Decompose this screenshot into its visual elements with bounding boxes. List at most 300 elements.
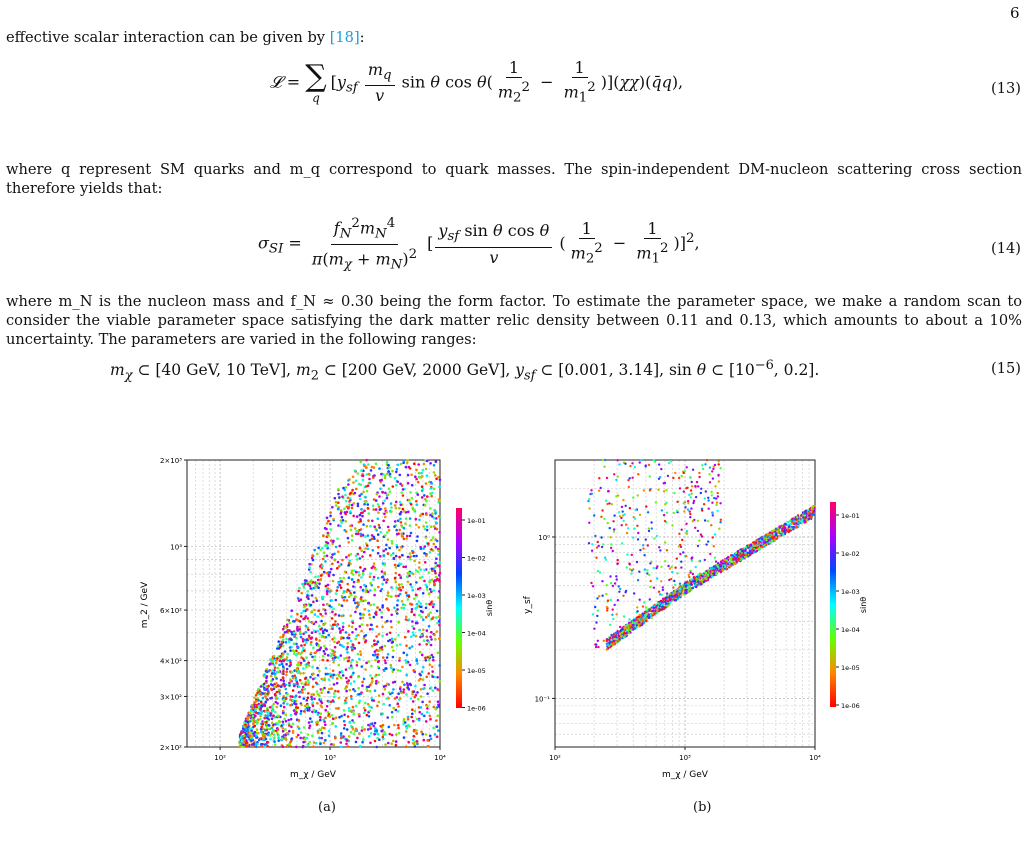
data-point (349, 560, 352, 563)
data-point (411, 713, 414, 716)
data-point (434, 512, 437, 515)
data-point (685, 585, 687, 587)
data-point (320, 620, 323, 623)
data-point (409, 558, 412, 561)
data-point (358, 733, 361, 736)
data-point (298, 587, 301, 590)
data-point (687, 500, 689, 502)
data-point (342, 674, 345, 677)
data-point (311, 666, 314, 669)
data-point (367, 724, 370, 727)
data-point (262, 697, 265, 700)
data-point (292, 689, 295, 692)
data-point (292, 699, 295, 702)
data-point (375, 613, 378, 616)
data-point (429, 636, 432, 639)
data-point (438, 638, 441, 641)
data-point (378, 526, 381, 529)
data-point (277, 728, 280, 731)
data-point (348, 707, 351, 710)
data-point (297, 646, 300, 649)
data-point (358, 574, 361, 577)
data-point (347, 660, 350, 663)
data-point (332, 674, 335, 677)
data-point (425, 659, 428, 662)
data-point (321, 688, 324, 691)
data-point (642, 612, 644, 614)
data-point (594, 606, 596, 608)
data-point (361, 684, 364, 687)
data-point (339, 577, 342, 580)
data-point (273, 672, 276, 675)
data-point (259, 715, 262, 718)
data-point (367, 484, 370, 487)
data-point (705, 572, 707, 574)
data-point (690, 589, 692, 591)
data-point (362, 491, 365, 494)
equation-13-number: (13) (991, 80, 1021, 97)
data-point (674, 584, 676, 586)
data-point (369, 674, 372, 677)
data-point (360, 576, 363, 579)
citation-link[interactable]: [18] (329, 29, 360, 46)
data-point (343, 714, 346, 717)
data-point (597, 609, 599, 611)
data-point (380, 611, 383, 614)
data-point (373, 562, 376, 565)
data-point (374, 740, 377, 743)
data-point (744, 556, 746, 558)
data-point (430, 539, 433, 542)
data-point (590, 582, 592, 584)
colorbar-tick-label: 1e-05 (467, 667, 486, 675)
data-point (297, 726, 300, 729)
data-point (607, 522, 609, 524)
data-point (590, 489, 592, 491)
data-point (352, 622, 355, 625)
data-point (688, 574, 690, 576)
data-point (307, 617, 310, 620)
data-point (334, 620, 337, 623)
data-point (349, 676, 352, 679)
data-point (650, 580, 652, 582)
data-point (363, 584, 366, 587)
data-point (410, 611, 413, 614)
data-point (809, 508, 811, 510)
data-point (668, 595, 670, 597)
data-point (362, 617, 365, 620)
data-point (603, 466, 605, 468)
data-point (359, 498, 362, 501)
data-point (400, 532, 403, 535)
data-point (351, 578, 354, 581)
data-point (434, 733, 437, 736)
data-point (350, 725, 353, 728)
data-point (433, 583, 436, 586)
data-point (381, 626, 384, 629)
data-point (632, 622, 634, 624)
data-point (282, 645, 285, 648)
data-point (640, 459, 642, 461)
data-point (273, 669, 276, 672)
data-point (700, 582, 702, 584)
data-point (648, 617, 650, 619)
data-point (767, 535, 769, 537)
data-point (330, 654, 333, 657)
data-point (436, 676, 439, 679)
data-point (407, 556, 410, 559)
data-point (297, 706, 300, 709)
data-point (719, 502, 721, 504)
data-point (667, 475, 669, 477)
data-point (609, 527, 611, 529)
data-point (384, 733, 387, 736)
data-point (303, 639, 306, 642)
data-point (617, 475, 619, 477)
data-point (421, 713, 424, 716)
data-point (700, 488, 702, 490)
data-point (266, 717, 269, 720)
data-point (340, 615, 343, 618)
data-point (591, 493, 593, 495)
data-point (704, 577, 706, 579)
data-point (688, 494, 690, 496)
data-point (284, 650, 287, 653)
data-point (425, 616, 428, 619)
data-point (366, 544, 369, 547)
data-point (377, 577, 380, 580)
data-point (284, 728, 287, 731)
data-point (347, 715, 350, 718)
data-point (422, 469, 425, 472)
data-point (346, 739, 349, 742)
data-point (633, 592, 635, 594)
data-point (266, 741, 269, 744)
data-point (388, 487, 391, 490)
data-point (327, 520, 330, 523)
data-point (637, 579, 639, 581)
data-point (308, 563, 311, 566)
data-point (614, 604, 616, 606)
data-point (377, 586, 380, 589)
data-point (413, 743, 416, 746)
data-point (297, 661, 300, 664)
data-point (394, 577, 397, 580)
data-point (348, 506, 351, 509)
data-point (388, 466, 391, 469)
figure-a-caption: (a) (318, 800, 336, 815)
data-point (338, 565, 341, 568)
data-point (331, 649, 334, 652)
data-point (285, 638, 288, 641)
data-point (394, 638, 397, 641)
data-point (610, 599, 612, 601)
data-point (431, 670, 434, 673)
data-point (394, 520, 397, 523)
data-point (256, 720, 259, 723)
data-point (701, 464, 703, 466)
data-point (314, 613, 317, 616)
data-point (646, 572, 648, 574)
data-point (598, 595, 600, 597)
data-point (418, 719, 421, 722)
data-point (802, 516, 804, 518)
data-point (426, 495, 429, 498)
data-point (395, 501, 398, 504)
data-point (307, 679, 310, 682)
data-point (317, 644, 320, 647)
data-point (687, 508, 689, 510)
data-point (295, 711, 298, 714)
data-point (430, 525, 433, 528)
data-point (429, 715, 432, 718)
data-point (420, 695, 423, 698)
equation-15-number: (15) (991, 360, 1021, 377)
data-point (312, 673, 315, 676)
data-point (331, 563, 334, 566)
data-point (266, 698, 269, 701)
data-point (343, 590, 346, 593)
data-point (401, 535, 404, 538)
data-point (436, 540, 439, 543)
data-point (375, 499, 378, 502)
data-point (689, 513, 691, 515)
data-point (282, 635, 285, 638)
data-point (338, 496, 341, 499)
data-point (382, 575, 385, 578)
data-point (618, 635, 620, 637)
data-point (318, 670, 321, 673)
data-point (417, 698, 420, 701)
data-point (601, 509, 603, 511)
data-point (327, 534, 330, 537)
data-point (383, 685, 386, 688)
data-point (380, 590, 383, 593)
data-point (302, 610, 305, 613)
data-point (304, 683, 307, 686)
data-point (357, 676, 360, 679)
data-point (345, 697, 348, 700)
data-point (288, 665, 291, 668)
data-point (364, 709, 367, 712)
data-point (665, 489, 667, 491)
data-point (633, 527, 635, 529)
data-point (386, 473, 389, 476)
data-point (364, 568, 367, 571)
data-point (422, 666, 425, 669)
data-point (383, 499, 386, 502)
data-point (395, 709, 398, 712)
figure-b-colorbar (830, 502, 868, 710)
data-point (343, 727, 346, 730)
data-point (655, 567, 657, 569)
data-point (345, 677, 348, 680)
data-point (379, 649, 382, 652)
data-point (369, 690, 372, 693)
data-point (307, 743, 310, 746)
data-point (697, 580, 699, 582)
data-point (422, 488, 425, 491)
data-point (424, 528, 427, 531)
data-point (345, 631, 348, 634)
data-point (379, 609, 382, 612)
data-point (418, 526, 421, 529)
data-point (417, 588, 420, 591)
data-point (303, 688, 306, 691)
x-tick-label: 10² (214, 754, 226, 762)
data-point (608, 639, 610, 641)
data-point (790, 528, 792, 530)
data-point (399, 518, 402, 521)
data-point (697, 545, 699, 547)
data-point (406, 727, 409, 730)
data-point (243, 725, 246, 728)
data-point (421, 496, 424, 499)
data-point (413, 614, 416, 617)
data-point (649, 475, 651, 477)
y-tick-label: 2×10³ (159, 457, 182, 465)
data-point (324, 739, 327, 742)
data-point (622, 520, 624, 522)
data-point (425, 643, 428, 646)
data-point (360, 550, 363, 553)
data-point (352, 476, 355, 479)
data-point (595, 646, 597, 648)
data-point (341, 604, 344, 607)
data-point (316, 599, 319, 602)
data-point (386, 497, 389, 500)
data-point (322, 604, 325, 607)
data-point (621, 542, 623, 544)
data-point (250, 709, 253, 712)
data-point (383, 484, 386, 487)
data-point (374, 722, 377, 725)
data-point (804, 514, 806, 516)
data-point (613, 531, 615, 533)
data-point (348, 735, 351, 738)
data-point (280, 641, 283, 644)
data-point (409, 517, 412, 520)
data-point (606, 648, 608, 650)
data-point (284, 734, 287, 737)
data-point (360, 508, 363, 511)
data-point (330, 528, 333, 531)
data-point (376, 625, 379, 628)
data-point (378, 524, 381, 527)
data-point (609, 624, 611, 626)
data-point (365, 634, 368, 637)
data-point (265, 680, 268, 683)
data-point (376, 732, 379, 735)
data-point (350, 640, 353, 643)
data-point (333, 692, 336, 695)
data-point (674, 567, 676, 569)
data-point (426, 588, 429, 591)
data-point (295, 679, 298, 682)
data-point (704, 497, 706, 499)
data-point (340, 637, 343, 640)
data-point (368, 735, 371, 738)
data-point (307, 681, 310, 684)
y-tick-label: 10⁰ (538, 534, 550, 543)
data-point (415, 594, 418, 597)
data-point (365, 588, 368, 591)
data-point (290, 726, 293, 729)
data-point (337, 501, 340, 504)
data-point (364, 535, 367, 538)
data-point (345, 668, 348, 671)
x-tick-label: 10² (549, 754, 561, 762)
data-point (396, 612, 399, 615)
data-point (399, 474, 402, 477)
data-point (704, 519, 706, 521)
data-point (387, 591, 390, 594)
data-point (413, 462, 416, 465)
data-point (787, 528, 789, 530)
data-point (436, 630, 439, 633)
data-point (420, 706, 423, 709)
data-point (398, 621, 401, 624)
data-point (424, 504, 427, 507)
data-point (323, 645, 326, 648)
data-point (313, 658, 316, 661)
data-point (399, 688, 402, 691)
data-point (626, 624, 628, 626)
data-point (380, 713, 383, 716)
data-point (680, 561, 682, 563)
data-point (260, 731, 263, 734)
data-point (354, 730, 357, 733)
data-point (418, 643, 421, 646)
data-point (341, 595, 344, 598)
data-point (326, 517, 329, 520)
data-point (389, 632, 392, 635)
data-point (266, 671, 269, 674)
data-point (377, 552, 380, 555)
data-point (636, 525, 638, 527)
data-point (405, 466, 408, 469)
data-point (378, 467, 381, 470)
data-point (690, 493, 692, 495)
data-point (718, 460, 720, 462)
data-point (395, 744, 398, 747)
data-point (437, 564, 440, 567)
data-point (332, 653, 335, 656)
data-point (386, 531, 389, 534)
data-point (360, 469, 363, 472)
data-point (343, 709, 346, 712)
data-point (415, 555, 418, 558)
data-point (337, 707, 340, 710)
data-point (375, 568, 378, 571)
data-point (649, 586, 651, 588)
data-point (269, 658, 272, 661)
data-point (341, 559, 344, 562)
data-point (373, 603, 376, 606)
data-point (422, 688, 425, 691)
data-point (755, 539, 757, 541)
data-point (397, 564, 400, 567)
data-point (304, 605, 307, 608)
data-point (346, 583, 349, 586)
data-point (418, 561, 421, 564)
data-point (313, 709, 316, 712)
data-point (344, 724, 347, 727)
data-point (653, 607, 655, 609)
data-point (279, 655, 282, 658)
data-point (260, 728, 263, 731)
data-point (416, 740, 419, 743)
